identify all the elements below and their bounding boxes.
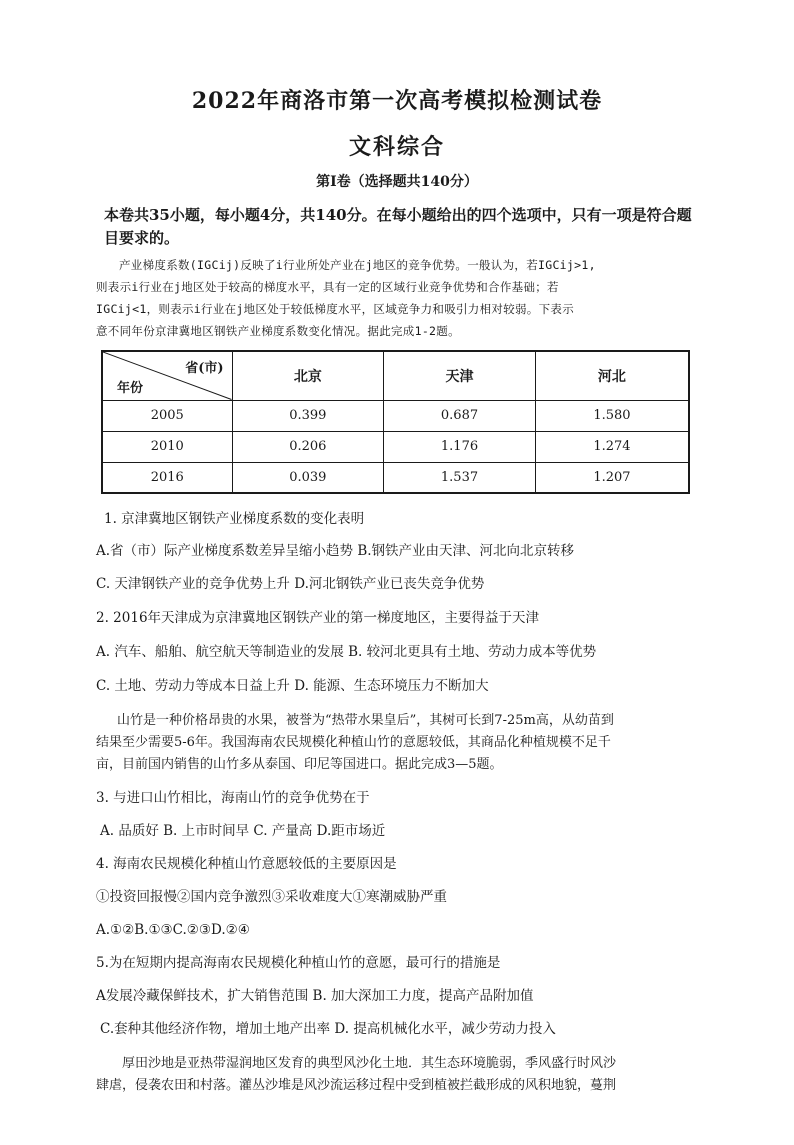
table-cell-year: 2016 (102, 462, 232, 493)
passage1-line1: 产业梯度系数(IGCij)反映了i行业所处产业在j地区的竞争优势。一般认为，若IGCij>1, (119, 258, 596, 272)
table-header-row (102, 351, 689, 400)
q2-stem: 2. 2016年天津成为京津冀地区钢铁产业的第一梯度地区，主要得益于天津 (96, 610, 540, 626)
section-heading: 第Ⅰ卷（选择题共140分） (316, 174, 478, 190)
q1-stem: 1. 京津冀地区钢铁产业梯度系数的变化表明 (104, 511, 365, 527)
passage2-line1: 山竹是一种价格昂贵的水果，被誉为“热带水果皇后”，其树可长到7-25m高，从幼苗到 (117, 713, 614, 728)
corner-province-label: 省(市) (185, 361, 224, 376)
passage3-line2: 肆虐，侵袭农田和村落。灌丛沙堆是风沙流运移过程中受到植被拦截形成的风积地貌，蔓荆 (96, 1078, 617, 1093)
table-cell: 0.039 (232, 462, 384, 493)
passage1-line2: 则表示i行业在j地区处于较高的梯度水平，具有一定的区域行业竞争优势和合作基础；若 (96, 280, 559, 294)
table-header-beijing: 北京 (232, 351, 384, 400)
table-cell-year: 2010 (102, 431, 232, 462)
q2-options-ab: A. 汽车、船舶、航空航天等制造业的发展 B. 较河北更具有土地、劳动力成本等优势 (96, 644, 597, 660)
table-cell: 1.207 (535, 462, 689, 493)
q2-options-cd: C. 土地、劳动力等成本日益上升 D. 能源、生态环境压力不断加大 (96, 678, 489, 694)
passage2-line2: 结果至少需要5-6年。我国海南农民规模化种植山竹的意愿较低，其商品化种植规模不足千 (96, 735, 611, 750)
passage2-line3: 亩，目前国内销售的山竹多从泰国、印尼等国进口。据此完成3—5题。 (96, 757, 503, 772)
q3-stem: 3. 与进口山竹相比，海南山竹的竞争优势在于 (96, 790, 370, 806)
table-row (102, 431, 689, 462)
table-cell: 0.399 (232, 400, 384, 431)
q5-options-ab: A发展冷藏保鲜技术，扩大销售范围 B. 加大深加工力度，提高产品附加值 (96, 988, 534, 1004)
passage1-line4: 意不同年份京津冀地区钢铁产业梯度系数变化情况。据此完成1-2题。 (96, 324, 460, 338)
steel-gradient-table (101, 350, 690, 494)
table-cell: 1.580 (535, 400, 689, 431)
corner-year-label: 年份 (117, 380, 144, 396)
table-cell: 1.176 (384, 431, 536, 462)
table-cell: 1.537 (384, 462, 536, 493)
table-cell-year: 2005 (102, 400, 232, 431)
q1-options-cd: C. 天津钢铁产业的竞争优势上升 D.河北钢铁产业已丧失竞争优势 (96, 576, 485, 592)
q3-options: A. 品质好 B. 上市时间早 C. 产量高 D.距市场近 (100, 823, 386, 839)
table-cell: 0.687 (384, 400, 536, 431)
exam-subtitle: 文科综合 (348, 134, 445, 160)
table-header-tianjin: 天津 (384, 351, 536, 400)
q4-stem: 4. 海南农民规模化种植山竹意愿较低的主要原因是 (96, 856, 397, 872)
table-row (102, 462, 689, 493)
exam-title: 2022年商洛市第一次高考模拟检测试卷 (191, 88, 603, 114)
q5-stem: 5.为在短期内提高海南农民规模化种植山竹的意愿，最可行的措施是 (96, 955, 501, 971)
table-header-hebei: 河北 (535, 351, 689, 400)
passage3-line1: 厚田沙地是亚热带湿润地区发育的典型风沙化土地．其生态环境脆弱，季风盛行时风沙 (122, 1056, 617, 1071)
q4-options: A.①②B.①③C.②③D.②④ (96, 922, 250, 938)
table-row (102, 400, 689, 431)
table-cell: 0.206 (232, 431, 384, 462)
passage1-line3: IGCij<1，则表示i行业在j地区处于较低梯度水平，区域竞争力和吸引力相对较弱。下表示 (96, 302, 575, 316)
table-corner-cell (102, 351, 232, 400)
q1-options-ab: A.省（市）际产业梯度系数差异呈缩小趋势 B.钢铁产业由天津、河北向北京转移 (96, 543, 575, 559)
table-cell: 1.274 (535, 431, 689, 462)
instructions: 本卷共35小题，每小题4分，共140分。在每小题给出的四个选项中，只有一项是符合题目要求的。 (104, 206, 692, 247)
q4-items: ①投资回报慢②国内竞争激烈③采收难度大①寒潮威胁严重 (96, 889, 447, 905)
q5-options-cd: C.套种其他经济作物，增加土地产出率 D. 提高机械化水平，减少劳动力投入 (100, 1021, 556, 1037)
